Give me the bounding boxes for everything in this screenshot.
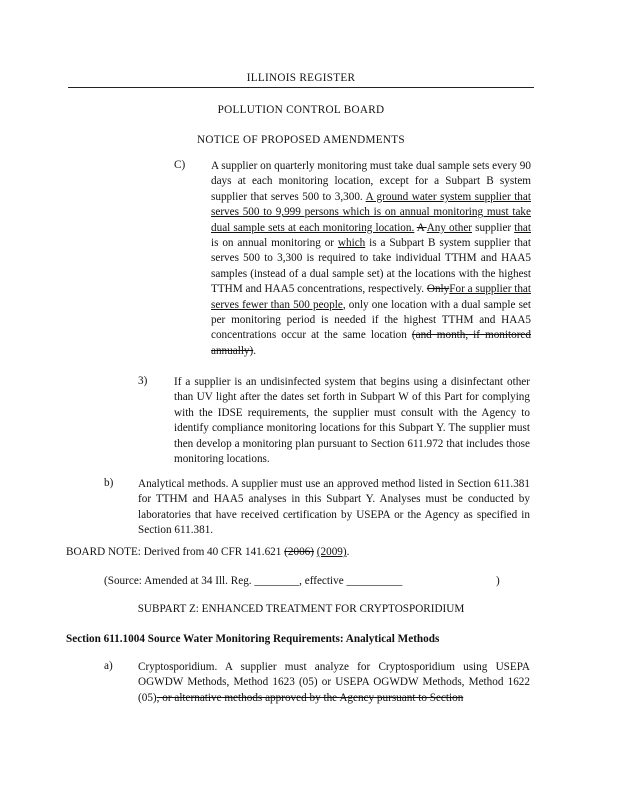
item-b-label: b) [104,477,114,489]
item-b-paragraph: Analytical methods. A supplier must use an approved method listed in Section 611.381 for TTHM and HAA5 analyses in this Subpart Y. Analyses must be conducted by laboratories that have received certification by USEPA or the Agency as specified in Section 611.381. [138,478,530,537]
board-note-underline: (2009) [316,546,347,558]
item-c-underline-2: Any other [426,221,473,234]
board-note [66,546,349,558]
item-c-underline-5: For a supplier that serves fewer than 500 people [211,283,532,311]
item-c-strike-3: (and month, if monitored annually) [211,329,531,357]
item-c-text-1: A supplier on quarterly monitoring must take dual sample sets every 90 days at each monitoring location, except for a Subpart B system supplier that serves 500 to 3,300. [211,160,531,203]
item-c-text-3: supplier [472,221,515,234]
item-c-text-6: , only one location with a dual sample set per monitoring period is needed if the highest TTHM and HAA5 concentrations occur at the same location [211,298,531,342]
item-c-paragraph [211,159,531,359]
source-line [104,575,504,587]
item-c-text-5: is a Subpart B system supplier that serves 500 to 3,300 is required to take individual TTHM and HAA5 samples (instead of a dual sample set) at the locations with the highest TTHM and HAA5 concentrations, respectively. [211,237,531,296]
item-a-paragraph [138,660,530,706]
source-suffix: ) [496,575,500,587]
item-c-strike-1: A [416,221,427,234]
source-blank-2: __________ [346,575,403,587]
section-title: Section 611.1004 Source Water Monitoring Requirements: Analytical Methods [66,633,440,645]
item-3-paragraph: If a supplier is an undisinfected system that begins using a disinfectant other than UV light after the dates set forth in Subpart W of this Part for complying with the IDSE requirements, the supplier must consult with the Agency to identify compliance monitoring locations for this Subpart Y. The supplier must then develop a monitoring plan pursuant to Section 611.972 that includes those monitoring locations. [174,376,530,466]
item-c-strike-2: Only [426,283,450,296]
board-note-strike: (2006) [284,546,314,558]
board-note-text-1: BOARD NOTE: Derived from 40 CFR 141.621 [66,546,285,558]
source-prefix: (Source: Amended at 34 Ill. Reg. [104,575,252,587]
item-c-underline-3: that [514,221,531,234]
source-middle: , effective [299,575,344,587]
item-c-label: C) [174,159,186,171]
board-note-text-3: . [346,546,350,558]
item-c-underline-1: A ground water system supplier that serves 500 to 9,999 persons which is on annual monitoring must take dual sample sets at each monitoring location. [211,190,531,234]
board-header: POLLUTION CONTROL BOARD [217,104,385,116]
register-header: ILLINOIS REGISTER [246,72,356,84]
item-c-text-4: is on annual monitoring or [211,237,338,250]
item-c-text-7: . [253,344,257,357]
notice-header: NOTICE OF PROPOSED AMENDMENTS [197,134,405,146]
item-a-text-1: Cryptosporidium. A supplier must analyze for Cryptosporidium using USEPA OGWDW Methods, Method 1623 (05) or USEPA OGWDW Methods, Method 1622 (05) [138,661,530,704]
item-a-strike-1: , or alternative methods approved by the Agency pursuant to Section [156,691,464,704]
header-rule [68,87,534,88]
item-a-label: a) [104,660,113,672]
source-blank-1: ________ [254,575,300,587]
item-c-underline-4: which [337,237,366,250]
item-3-label: 3) [138,375,148,387]
subpart-heading: SUBPART Z: ENHANCED TREATMENT FOR CRYPTOSPORIDIUM [137,603,465,615]
